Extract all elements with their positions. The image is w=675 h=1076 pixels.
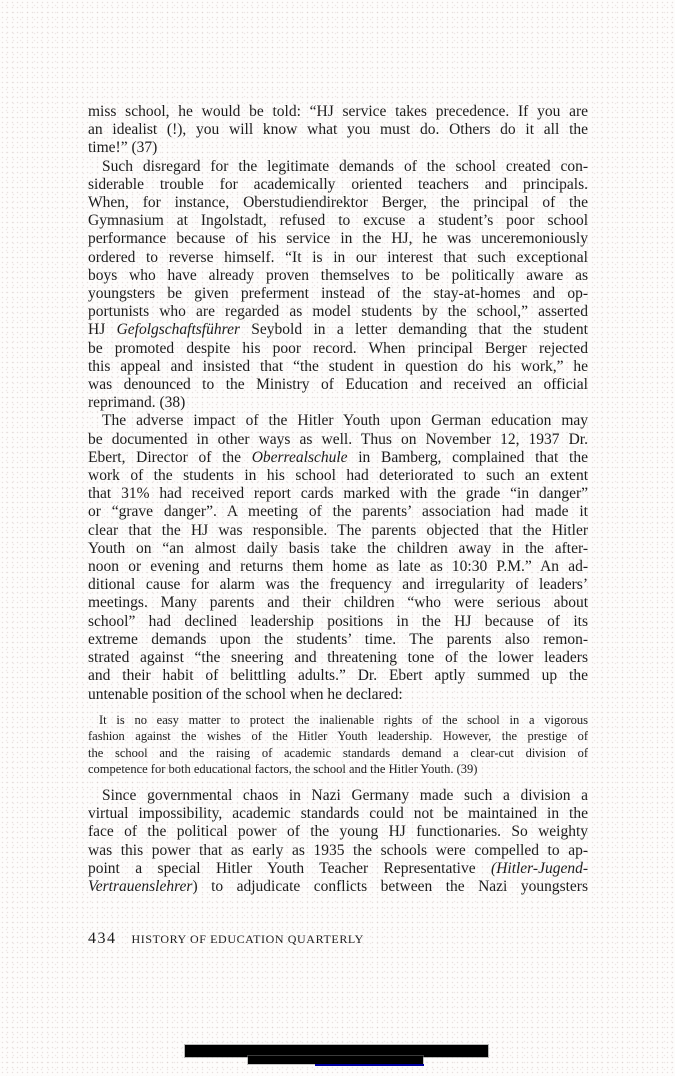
text-line: miss school, he would be told: “HJ service takes precedence. If you are [88, 103, 588, 120]
text-line: fashion against the wishes of the Hitler Youth leadership. However, the prestige of [88, 729, 588, 744]
text-line: that 31% had received report cards marked with the grade “in danger” [88, 485, 588, 503]
text-line: Such disregard for the legitimate demands of the school created con- [102, 157, 588, 175]
text-line: work of the students in his school had deteriorated to such an extent [88, 467, 588, 485]
text-line: the school and the raising of academic standards demand a clear-cut division of [88, 745, 588, 760]
text-line: The adverse impact of the Hitler Youth upon German education may [102, 412, 588, 430]
text-line: It is no easy matter to protect the inalienable rights of the school in a vigorous [99, 712, 588, 727]
journal-title: HISTORY OF EDUCATION QUARTERLY [131, 932, 364, 946]
text-line: or “grave danger”. A meeting of the parents’ association had made it [88, 503, 588, 521]
text-line: siderable trouble for academically oriented teachers and principals. [88, 175, 588, 193]
text-line: boys who have already proven themselves to be politically aware as [88, 266, 588, 284]
text-line: school” had declined leadership positions in the HJ because of its [88, 612, 588, 630]
redaction-bar-lower [248, 1056, 423, 1064]
text-line: Youth on “an almost daily basis take the children away in the after- [88, 539, 588, 557]
text-line: strated against “the sneering and threatening tone of the lower leaders [88, 649, 588, 667]
text-line: competence for both educational factors, the school and the Hitler Youth. (39) [88, 762, 478, 777]
text-line: this appeal and insisted that “the student in question do his work,” he [88, 357, 588, 375]
paragraph [88, 103, 588, 158]
text-line: Since governmental chaos in Nazi Germany made such a division a [102, 787, 588, 805]
block-quote [88, 712, 588, 778]
text-line: time!” (37) [88, 139, 158, 157]
italic-text: Vertrauenslehrer [88, 878, 193, 896]
paragraph [88, 158, 588, 413]
text-line: reprimand. (38) [88, 394, 186, 412]
paragraph [88, 787, 588, 896]
text-line: meetings. Many parents and their children “who were serious about [88, 594, 588, 612]
text-line: was this power that as early as 1935 the schools were compelled to ap- [88, 841, 588, 859]
page-number: 434 [88, 930, 117, 947]
text-line: clear that the HJ was responsible. The parents objected that the Hitler [88, 521, 588, 539]
text-line: face of the political power of the young HJ functionaries. So weighty [88, 823, 588, 841]
text-line: virtual impossibility, academic standards could not be maintained in the [88, 805, 588, 823]
text-line: youngsters be given preferment instead of the stay-at-homes and op- [88, 285, 588, 303]
text-line: noon or evening and returns them home as late as 10:30 P.M.” An ad- [88, 558, 588, 576]
text-line: performance because of his service in the HJ, he was unceremoniously [88, 230, 588, 248]
text-line: HJ Gefolgschaftsführer Seybold in a letter demanding that the student [88, 321, 588, 339]
italic-text: Oberrealschule [251, 448, 348, 466]
text-line: Vertrauenslehrer) to adjudicate conflicts between the Nazi youngsters [88, 878, 588, 896]
text-line: was denounced to the Ministry of Education and received an official [88, 376, 588, 394]
text-line: and their habit of belittling adults.” Dr. Ebert aptly summed up the [88, 667, 588, 685]
text-line: ordered to reverse himself. “It is in our interest that such exceptional [88, 248, 588, 266]
page-text [88, 103, 588, 896]
link-underline[interactable] [315, 1064, 424, 1066]
text-line: Gymnasium at Ingolstadt, refused to excuse a student’s poor school [88, 212, 588, 230]
text-line: an idealist (!), you will know what you must do. Others do it all the [88, 121, 588, 139]
paragraph [88, 412, 588, 703]
text-line: untenable position of the school when he declared: [88, 685, 403, 703]
page-footer [88, 930, 364, 948]
text-line: point a special Hitler Youth Teacher Representative (Hitler-Jugend- [88, 859, 588, 877]
text-line: be documented in other ways as well. Thus on November 12, 1937 Dr. [88, 430, 588, 448]
text-line: When, for instance, Oberstudiendirektor Berger, the principal of the [88, 194, 588, 212]
text-line: ditional cause for alarm was the frequency and irregularity of leaders’ [88, 576, 588, 594]
text-line: portunists who are regarded as model students by the school,” asserted [88, 303, 588, 321]
italic-text: (Hitler-Jugend- [491, 859, 588, 877]
text-line: extreme demands upon the students’ time. The parents also remon- [88, 630, 588, 648]
italic-text: Gefolgschaftsführer [116, 321, 240, 339]
text-line: be promoted despite his poor record. When principal Berger rejected [88, 339, 588, 357]
text-line: Ebert, Director of the Oberrealschule in Bamberg, complained that the [88, 448, 588, 466]
